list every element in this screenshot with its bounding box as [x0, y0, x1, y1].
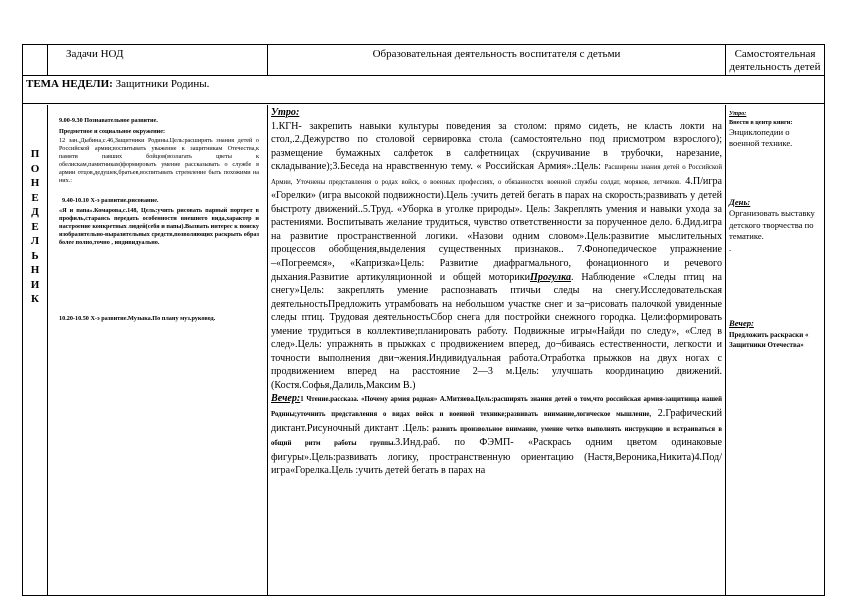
self-column [726, 105, 825, 596]
day-letter: К [31, 293, 39, 305]
day-letter: Е [31, 220, 39, 233]
self-evening-text: Предложить раскраски « Защитники Отечества» [729, 330, 809, 349]
morning-label: Утро: [271, 107, 300, 118]
task-1-text: 12 зан.,Дыбина,с.46,Защитники Родины.Цель:расширять знания детей о Российской армии;воспитывать уважение к защитникам Отечества,к памяти павших бойцов(возлагать цветы к обелискам,памятникам)формировать умение рассказывать о службе в армии отцов,дедушек,братьев,воспитывать стремление быть похожими на них.: [59, 137, 259, 184]
edu-evening-small-2: развить произвольное внимание, умение четко выполнять инструкцию и встраиваться в общий ритм работы группы. [271, 425, 723, 448]
self-day-dot: . [729, 242, 732, 253]
task-1-subtitle: Предметное и социальное окружение: [59, 128, 166, 135]
self-evening-label: Вечер: [729, 318, 754, 328]
self-day-label: День: [729, 196, 751, 207]
theme-row [23, 76, 825, 104]
edu-evening-text-2: 3.Инд.раб. по ФЭМП- «Раскрась одним цветом одинаковые фигуры».Цель:развивать логику, пространственную ориентацию (Настя,Вероника,Никита)4.Под/игра«Горелка.Цель :учить детей бегать в парах на [271, 437, 722, 477]
day-letter: Н [30, 177, 40, 189]
walk-label: Прогулка [530, 271, 572, 283]
header-tasks-label: Задачи НОД [66, 48, 124, 60]
self-morning-text: Энциклопедии о военной технике. [729, 126, 793, 148]
task-2-title: 9.40-10.10 Х-э развитие.рисование. [62, 197, 159, 204]
edu-evening-text: 2.Графический диктант.Рисуночный диктант .Цель: [271, 408, 722, 434]
header-edu [268, 45, 726, 76]
plan-table [22, 44, 825, 596]
day-letter: Н [30, 264, 40, 276]
day-letter: Д [31, 206, 39, 218]
edu-morning-small: Расширены знания детей о Российской Армии, Уточнены представления о родах войск, о военных профессиях, о обязанностях военной службы солдат, моряков, летчиков. [271, 164, 722, 186]
header-tasks [48, 45, 268, 76]
task-3-text: 10.20-10.50 Х-э развитие.Музыка.По плану муз.руковод. [59, 315, 216, 322]
header-empty-cell [23, 45, 48, 76]
day-letter: И [30, 278, 40, 291]
header-self [726, 45, 825, 76]
tasks-column [48, 105, 268, 596]
theme-label: ТЕМА НЕДЕЛИ: [26, 78, 113, 90]
edu-walk-text: . Наблюдение «Следы птиц на снегу»Цель: закреплять умение распознавать птичьи следы на снегу.Исследовательская деятельностьПредложить утрамбовать на небольшом участке снег и за¬рисовать палочкой увиденные следы птиц. Трудовая деятельностьСбор снега для постройки снежного городка. Цели:формировать умение трудиться в коллективе;планировать работу. Подвижные игры«Найди по следу», «След в след».Цель: упражнять в прыжках с продвижением вперед, до¬биваясь естественности, легкости и точности выполнения дви¬жения.Индивидуальная работа.Отработка прыжков на двух ногах с продвижением вперед на расстояние 2—3 м.Цель: улучшать координацию движений.(Костя.Софья,Далиль,Максим В.) [271, 271, 722, 391]
self-morning-small: Внести в центр книги: [729, 118, 793, 126]
edu-evening-small: 1 Чтение.рассказа. «Почему армия родная» А.Митяева.Цель:расширять знания детей о том,что российская армия-защитница нашей Родины;уточнить представления о видах войск и военной технике;развивать внимание,логическое мышление, [271, 396, 722, 419]
day-letter: Е [31, 191, 39, 204]
theme-value: Защитники Родины. [112, 78, 210, 90]
day-letter: Л [30, 235, 40, 247]
task-2-text: «Я и папа».Комарова,с.148, Цель:учить рисовать парный портрет в профиль,стараясь передать особенности внешнего вида,характер и настроение конкретных людей(себя и папы).Вызвать интерес к поиску изобразительно-выразительных средств,позволяющих раскрыть образ более полно,точно , индивидуально. [59, 207, 259, 246]
header-self-label: Самостоятельная деятельность детей [729, 48, 821, 73]
self-morning-label: Утро: [729, 110, 747, 117]
edu-morning-text-2: 4.П/игра «Горелки» (игра высокой подвижности).Цель :учить детей бегать в парах на скорость;развивать у детей быстроту движений..5.Труд. «Уборка в уголке природы». Цель: Закреплять умения и навыки ухода за растениями. Воспитывать желание трудиться, чувство ответственности за порученное дело. 6.Дид.игра на развитие пространственной логики. «Назови одним словом».Цель:развитие мыслительных процессов обобщения,выделения существенных признаков.. 7.Фонопедическое упражнение –«Погреемся», «Капризка»Цель: Развитие диафрагмального, фонационного и речевого дыхания.Развитие артикуляционной и общей моторики [271, 175, 723, 283]
task-1-title: 9.00-9.30 Познавательное развитие. [59, 117, 158, 124]
day-letter: О [30, 162, 40, 175]
day-letter: П [30, 148, 40, 160]
edu-morning-text: 1.КГН- закрепить навыки культуры поведения за столом: прямо сидеть, не класть локти на стол,.2.Дежурство по столовой сервировка стола (самостоятельно под присмотром взрослого); размещение бумажных салфеток в салфетницах (скручивание в трубочки, нарезание, складывание);3.Беседа на нравственную тему. « Российская Армия».:Цель: [271, 120, 722, 173]
day-letter: Ь [31, 249, 39, 262]
self-day-text: Организовать выставку детского творчества по тематике. [729, 208, 815, 241]
edu-column [268, 105, 726, 596]
evening-label: Вечер: [271, 393, 301, 405]
day-column [23, 105, 48, 596]
header-edu-label: Образовательная деятельность воспитателя с детьми [372, 48, 621, 60]
